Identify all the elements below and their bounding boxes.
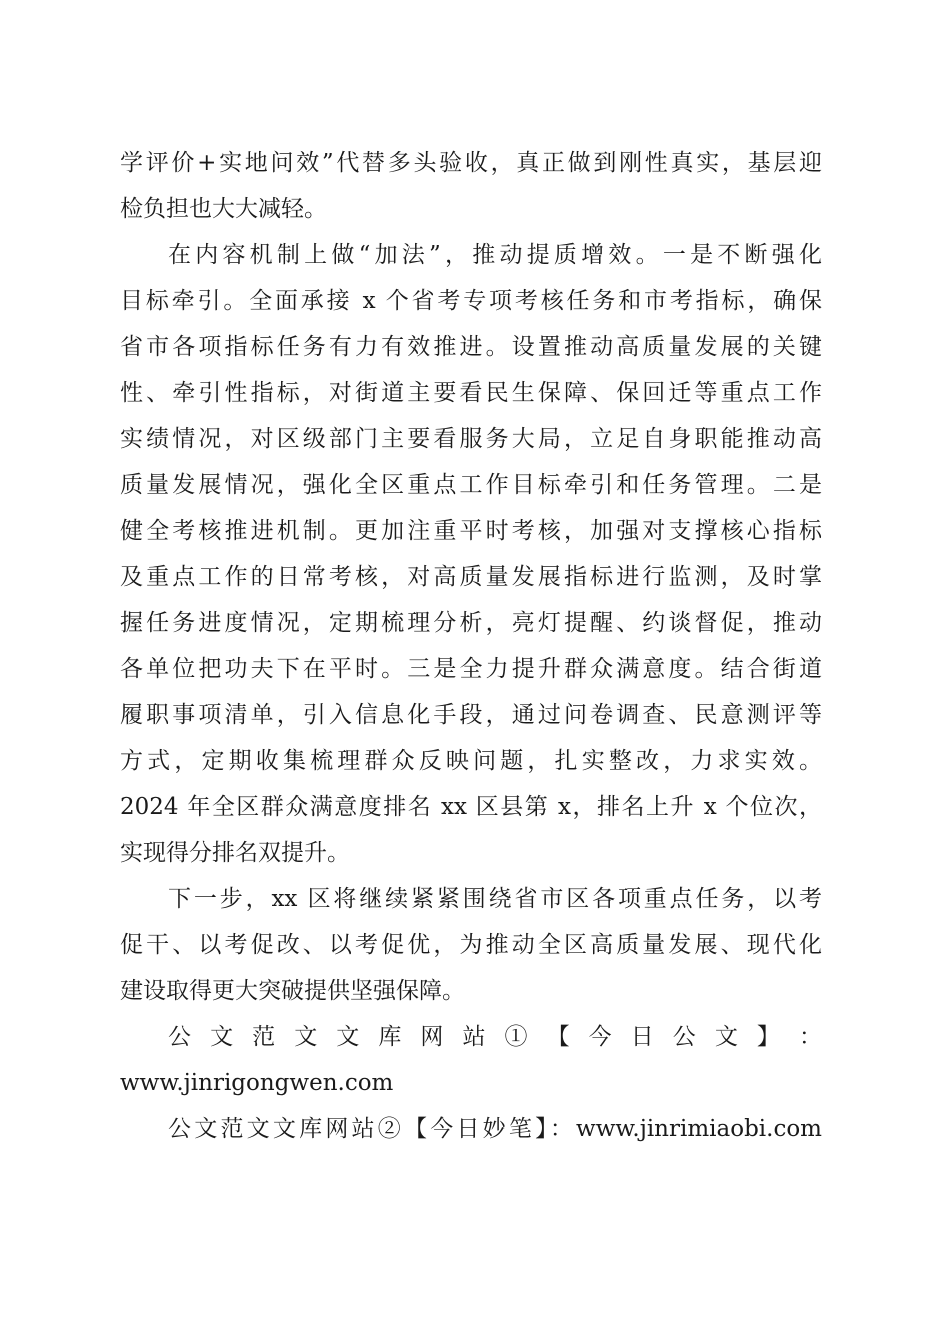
paragraph-line: 方式，定期收集梳理群众反映问题，扎实整改，力求实效。 xyxy=(120,748,822,774)
paragraph-line: 实现得分排名双提升。 xyxy=(120,840,350,866)
paragraph-line: 在内容机制上做“加法”，推动提质增效。一是不断强化 xyxy=(168,242,822,268)
paragraph-line: 促干、以考促改、以考促优，为推动全区高质量发展、现代化 xyxy=(120,932,822,958)
paragraph-line: 履职事项清单，引入信息化手段，通过问卷调查、民意测评等 xyxy=(120,702,822,728)
site-link-1-url[interactable]: www.jinrigongwen.com xyxy=(120,1070,394,1096)
site-link-1-label: 公 文 范 文 文 库 网 站 ① 【 今 日 公 文 】 ： xyxy=(168,1024,822,1050)
paragraph-line: 性、牵引性指标，对街道主要看民生保障、保回迁等重点工作 xyxy=(120,380,822,406)
paragraph-line: 实绩情况，对区级部门主要看服务大局，立足自身职能推动高 xyxy=(120,426,822,452)
paragraph-line: 学评价+实地问效”代替多头验收，真正做到刚性真实，基层迎 xyxy=(120,150,822,176)
paragraph-line: 建设取得更大突破提供坚强保障。 xyxy=(120,978,465,1004)
paragraph-line: 省市各项指标任务有力有效推进。设置推动高质量发展的关键 xyxy=(120,334,822,360)
paragraph-line: 质量发展情况，强化全区重点工作目标牵引和任务管理。二是 xyxy=(120,472,822,498)
paragraph-line: 2024 年全区群众满意度排名 xx 区县第 x，排名上升 x 个位次， xyxy=(120,794,822,820)
paragraph-line: 握任务进度情况，定期梳理分析，亮灯提醒、约谈督促，推动 xyxy=(120,610,822,636)
paragraph-line: 各单位把功夫下在平时。三是全力提升群众满意度。结合街道 xyxy=(120,656,822,682)
paragraph-line: 及重点工作的日常考核，对高质量发展指标进行监测，及时掌 xyxy=(120,564,822,590)
paragraph-line: 下一步，xx 区将继续紧紧围绕省市区各项重点任务，以考 xyxy=(168,886,822,912)
paragraph-line: 检负担也大大减轻。 xyxy=(120,196,327,222)
site-link-2[interactable]: 公文范文文库网站②【今日妙笔】：www.jinrimiaobi.com xyxy=(168,1116,822,1142)
paragraph-line: 健全考核推进机制。更加注重平时考核，加强对支撑核心指标 xyxy=(120,518,822,544)
paragraph-line: 目标牵引。全面承接 x 个省考专项考核任务和市考指标，确保 xyxy=(120,288,822,314)
